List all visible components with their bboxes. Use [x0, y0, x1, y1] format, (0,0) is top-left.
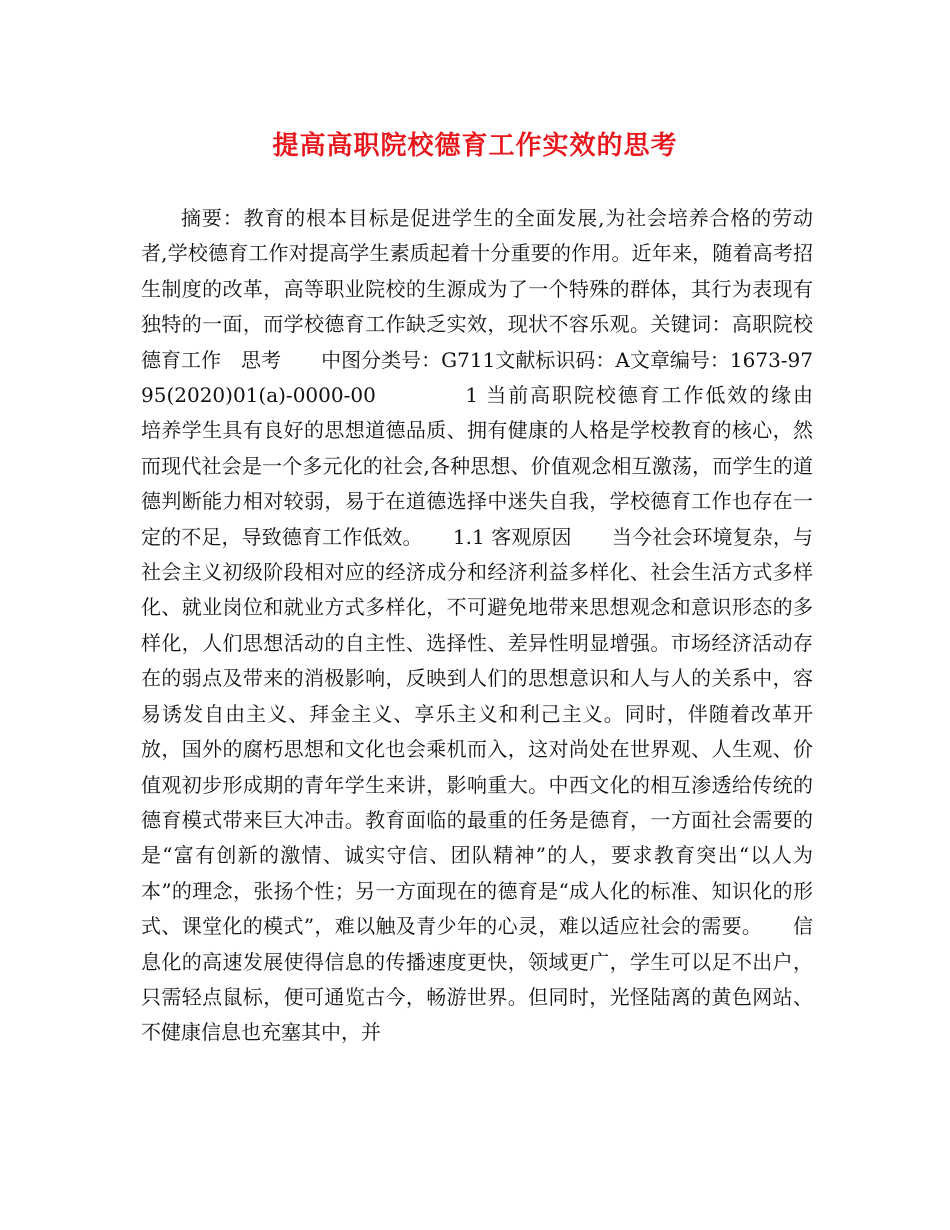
document-title: 提高高职院校德育工作实效的思考	[272, 131, 678, 161]
document-body-text: 摘要：教育的根本目标是促进学生的全面发展,为社会培养合格的劳动者,学校德育工作对提高学生素质起着十分重要的作用。近年来，随着高考招生制度的改革，高等职业院校的生源成为了一个特殊的群体，其行为表现有独特的一面，而学校德育工作缺乏实效，现状不容乐观。关键词：高职院校 德育工作 思考 中图分类号：G711文献标识码：A文章编号：1673-9795(2020)01(a)-0000-00 1 当前高职院校德育工作低效的缘由 培养学生具有良好的思想道德品质、拥有健康的人格是学校教育的核心，然而现代社会是一个多元化的社会,各种思想、价值观念相互激荡，而学生的道德判断能力相对较弱，易于在道德选择中迷失自我，学校德育工作也存在一定的不足，导致德育工作低效。 1.1 客观原因 当今社会环境复杂，与社会主义初级阶段相对应的经济成分和经济利益多样化、社会生活方式多样化、就业岗位和就业方式多样化，不可避免地带来思想观念和意识形态的多样化，人们思想活动的自主性、选择性、差异性明显增强。市场经济活动存在的弱点及带来的消极影响，反映到人们的思想意识和人与人的关系中，容易诱发自由主义、拜金主义、享乐主义和利己主义。同时，伴随着改革开放，国外的腐朽思想和文化也会乘机而入，这对尚处在世界观、人生观、价值观初步形成期的青年学生来讲，影响重大。中西文化的相互渗透给传统的德育模式带来巨大冲击。教育面临的最重的任务是德育，一方面社会需要的是“富有创新的激情、诚实守信、团队精神”的人，要求教育突出“以人为本”的理念，张扬个性；另一方面现在的德育是“成人化的标准、知识化的形式、课堂化的模式”，难以触及青少年的心灵，难以适应社会的需要。 信息化的高速发展使得信息的传播速度更快，领域更广，学生可以足不出户，只需轻点鼠标，便可通览古今，畅游世界。但同时，光怪陆离的黄色网站、不健康信息也充塞其中，并	[141, 206, 853, 1045]
